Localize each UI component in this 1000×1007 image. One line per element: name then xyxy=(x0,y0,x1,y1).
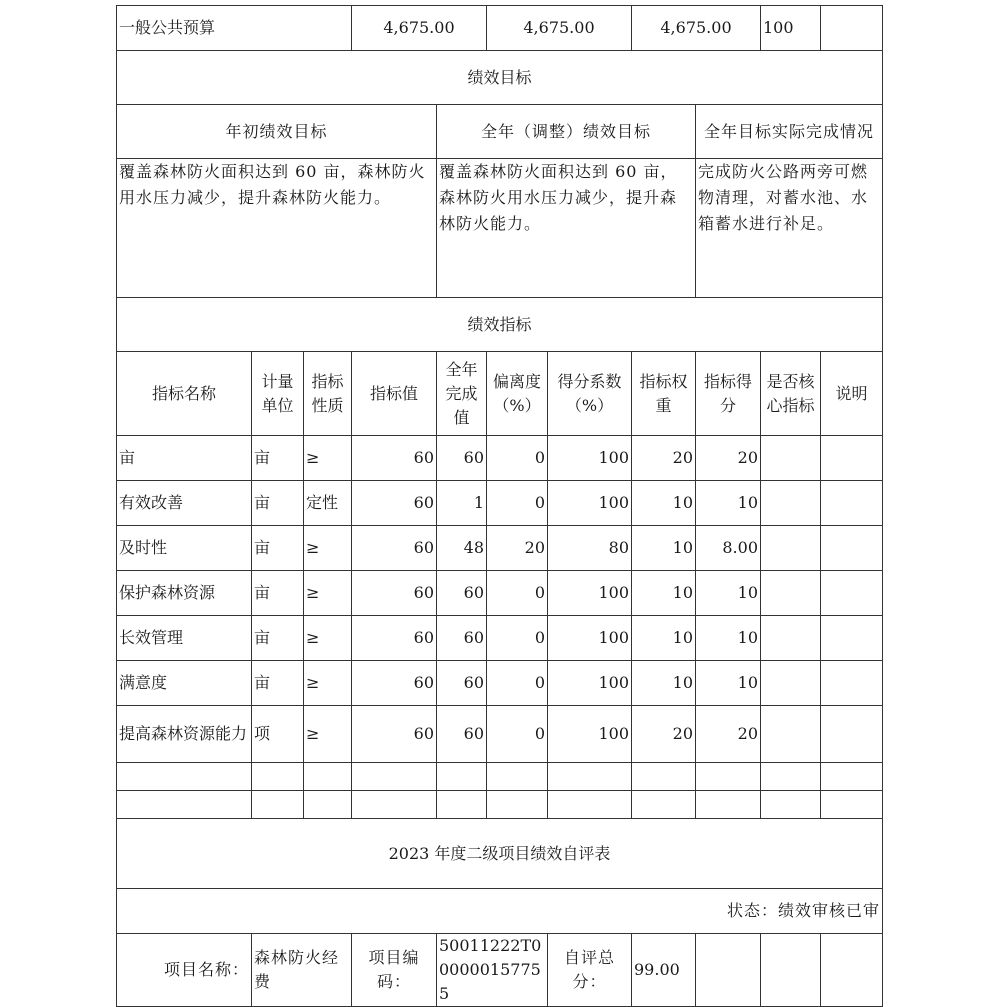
self-score: 99.00 xyxy=(632,934,696,1007)
budget-value-1: 4,675.00 xyxy=(352,6,487,51)
header-nature: 指标性质 xyxy=(304,352,352,436)
indicator-core xyxy=(761,571,821,616)
indicator-target: 60 xyxy=(352,706,437,763)
indicator-weight: 10 xyxy=(632,571,696,616)
indicator-weight: 10 xyxy=(632,526,696,571)
indicator-unit: 项 xyxy=(252,706,304,763)
empty-cell xyxy=(821,6,883,51)
indicator-target: 60 xyxy=(352,481,437,526)
initial-goal-header: 年初绩效目标 xyxy=(117,105,437,159)
indicator-name: 满意度 xyxy=(117,661,252,706)
budget-value-2: 4,675.00 xyxy=(487,6,632,51)
project-code-label: 项目编码： xyxy=(352,934,437,1007)
indicator-note xyxy=(821,616,883,661)
table-row xyxy=(117,526,883,571)
budget-value-3: 4,675.00 xyxy=(632,6,761,51)
indicator-unit: 亩 xyxy=(252,481,304,526)
indicator-coefficient: 100 xyxy=(548,661,632,706)
indicator-core xyxy=(761,706,821,763)
goals-section-title: 绩效目标 xyxy=(117,51,883,105)
project-name-label: 项目名称： xyxy=(117,934,252,1007)
indicator-nature: 定性 xyxy=(304,481,352,526)
indicator-nature: ≥ xyxy=(304,706,352,763)
indicator-nature: ≥ xyxy=(304,661,352,706)
indicator-score: 10 xyxy=(696,661,761,706)
indicator-weight: 10 xyxy=(632,481,696,526)
indicators-section-title: 绩效指标 xyxy=(117,298,883,352)
indicator-unit: 亩 xyxy=(252,616,304,661)
indicator-coefficient: 100 xyxy=(548,571,632,616)
indicator-actual: 60 xyxy=(437,616,487,661)
indicator-core xyxy=(761,481,821,526)
indicator-target: 60 xyxy=(352,616,437,661)
indicator-deviation: 0 xyxy=(487,616,548,661)
indicator-actual: 48 xyxy=(437,526,487,571)
indicator-unit: 亩 xyxy=(252,526,304,571)
indicator-coefficient: 100 xyxy=(548,436,632,481)
empty-cell xyxy=(696,934,761,1007)
indicator-name: 保护森林资源 xyxy=(117,571,252,616)
initial-goal-text: 覆盖森林防火面积达到 60 亩，森林防火用水压力减少，提升森林防火能力。 xyxy=(117,159,437,298)
project-info-row xyxy=(117,934,883,1007)
header-unit: 计量单位 xyxy=(252,352,304,436)
status-label: 状态：绩效审核已审 xyxy=(117,889,883,934)
table-row xyxy=(117,481,883,526)
indicator-weight: 10 xyxy=(632,661,696,706)
budget-row xyxy=(117,6,883,51)
indicator-target: 60 xyxy=(352,526,437,571)
indicator-actual: 60 xyxy=(437,706,487,763)
indicator-deviation: 0 xyxy=(487,571,548,616)
indicator-name: 亩 xyxy=(117,436,252,481)
project-name: 森林防火经费 xyxy=(252,934,352,1007)
indicator-target: 60 xyxy=(352,571,437,616)
indicator-weight: 20 xyxy=(632,706,696,763)
header-deviation: 偏离度（%） xyxy=(487,352,548,436)
header-weight: 指标权重 xyxy=(632,352,696,436)
actual-completion-header: 全年目标实际完成情况 xyxy=(696,105,883,159)
indicator-nature: ≥ xyxy=(304,616,352,661)
indicator-name: 及时性 xyxy=(117,526,252,571)
indicator-nature: ≥ xyxy=(304,571,352,616)
adjusted-goal-header: 全年（调整）绩效目标 xyxy=(437,105,696,159)
form-title: 2023 年度二级项目绩效自评表 xyxy=(117,819,883,889)
header-target: 指标值 xyxy=(352,352,437,436)
table-row xyxy=(117,616,883,661)
indicator-note xyxy=(821,526,883,571)
actual-completion-text: 完成防火公路两旁可燃物清理，对蓄水池、水箱蓄水进行补足。 xyxy=(696,159,883,298)
indicator-deviation: 0 xyxy=(487,706,548,763)
indicator-note xyxy=(821,481,883,526)
indicator-score: 10 xyxy=(696,481,761,526)
indicator-actual: 60 xyxy=(437,661,487,706)
indicator-score: 8.00 xyxy=(696,526,761,571)
header-core: 是否核心指标 xyxy=(761,352,821,436)
indicator-score: 10 xyxy=(696,571,761,616)
header-note: 说明 xyxy=(821,352,883,436)
indicator-name: 长效管理 xyxy=(117,616,252,661)
indicator-core xyxy=(761,661,821,706)
header-indicator-name: 指标名称 xyxy=(117,352,252,436)
indicator-actual: 60 xyxy=(437,571,487,616)
indicator-unit: 亩 xyxy=(252,436,304,481)
table-row xyxy=(117,571,883,616)
empty-row xyxy=(117,763,883,791)
indicator-core xyxy=(761,616,821,661)
table-row xyxy=(117,436,883,481)
indicator-name: 有效改善 xyxy=(117,481,252,526)
indicator-core xyxy=(761,436,821,481)
indicator-score: 20 xyxy=(696,706,761,763)
indicator-deviation: 20 xyxy=(487,526,548,571)
indicator-name: 提高森林资源能力 xyxy=(117,706,252,763)
indicator-target: 60 xyxy=(352,661,437,706)
adjusted-goal-text: 覆盖森林防火面积达到 60 亩，森林防火用水压力减少，提升森林防火能力。 xyxy=(437,159,696,298)
indicator-coefficient: 100 xyxy=(548,481,632,526)
indicator-deviation: 0 xyxy=(487,481,548,526)
table-row xyxy=(117,661,883,706)
table-row xyxy=(117,706,883,763)
empty-cell xyxy=(821,934,883,1007)
indicator-note xyxy=(821,706,883,763)
indicator-target: 60 xyxy=(352,436,437,481)
indicator-core xyxy=(761,526,821,571)
indicator-nature: ≥ xyxy=(304,436,352,481)
indicator-nature: ≥ xyxy=(304,526,352,571)
indicator-deviation: 0 xyxy=(487,436,548,481)
indicator-deviation: 0 xyxy=(487,661,548,706)
empty-cell xyxy=(761,934,821,1007)
header-actual: 全年完成值 xyxy=(437,352,487,436)
indicator-note xyxy=(821,571,883,616)
project-code: 50011222T000000157755 xyxy=(437,934,548,1007)
indicator-weight: 20 xyxy=(632,436,696,481)
indicator-note xyxy=(821,436,883,481)
indicator-score: 20 xyxy=(696,436,761,481)
indicator-header-row xyxy=(117,352,883,436)
indicator-coefficient: 80 xyxy=(548,526,632,571)
header-coefficient: 得分系数（%） xyxy=(548,352,632,436)
budget-label: 一般公共预算 xyxy=(117,6,352,51)
indicator-note xyxy=(821,661,883,706)
self-score-label: 自评总分： xyxy=(548,934,632,1007)
budget-rate: 100 xyxy=(761,6,821,51)
indicator-weight: 10 xyxy=(632,616,696,661)
header-score: 指标得分 xyxy=(696,352,761,436)
indicator-coefficient: 100 xyxy=(548,616,632,661)
indicator-coefficient: 100 xyxy=(548,706,632,763)
indicator-actual: 60 xyxy=(437,436,487,481)
indicator-unit: 亩 xyxy=(252,571,304,616)
indicator-unit: 亩 xyxy=(252,661,304,706)
indicator-actual: 1 xyxy=(437,481,487,526)
performance-table xyxy=(116,5,883,1007)
indicator-score: 10 xyxy=(696,616,761,661)
empty-row xyxy=(117,791,883,819)
